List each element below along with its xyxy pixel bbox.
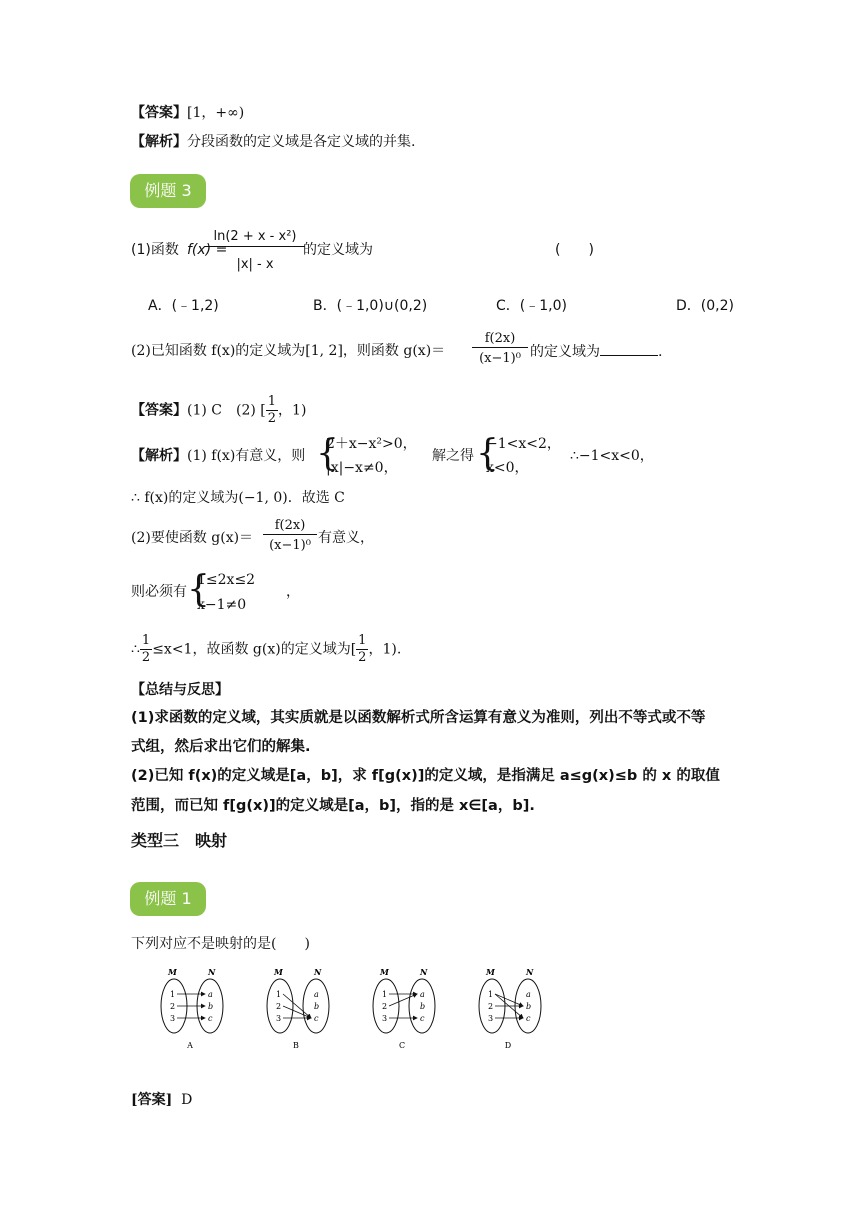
diagram-caption: C: [398, 1041, 406, 1050]
fraction-num: 1: [267, 394, 277, 409]
answer-part-1: (1) C (2) [: [187, 402, 266, 419]
answer-parenthesis: ( ): [555, 242, 594, 258]
analysis-2-start: [131, 446, 305, 466]
mapping-arrow: [389, 994, 417, 1006]
answer-fraction: [266, 394, 278, 427]
answer-line-3: [131, 1090, 192, 1110]
set-m-label: M: [274, 967, 283, 977]
summary-title: 【总结与反思】: [131, 682, 229, 698]
analysis-line-1: [131, 132, 415, 152]
set-m-label: M: [168, 967, 177, 977]
set-m-element: 1: [382, 990, 388, 999]
therefore-text: ∴−1<x<0，: [570, 448, 654, 464]
set-n-label: N: [208, 967, 216, 977]
set-m-element: 1: [170, 990, 176, 999]
question-1-numerator: ln(2 + x - x²): [205, 228, 305, 247]
analysis-2-line-5: [131, 633, 401, 666]
answer-line-2: [131, 394, 306, 427]
set-n-element: c: [314, 1014, 319, 1023]
example-badge-3: 例题 3: [130, 174, 206, 208]
question-2-suffix-text: 的定义域为: [530, 344, 600, 360]
mapping-diagrams: [150, 960, 570, 1055]
set-m-element: 3: [170, 1014, 176, 1023]
question-3: 下列对应不是映射的是( ): [131, 936, 310, 952]
analysis-2-line-2: ∴ f(x)的定义域为(−1, 0)．故选 C: [131, 490, 345, 506]
set-n-element: a: [526, 990, 531, 999]
set-n-element: b: [420, 1002, 426, 1011]
analysis-2-text: (1) f(x)有意义，则: [187, 448, 306, 464]
brace-2: {: [476, 433, 499, 474]
fraction-den: 2: [141, 650, 151, 665]
answer-line-1: [131, 103, 244, 123]
summary-p2-line-2: 范围，而已知 f[g(x)]的定义域是[a，b]，指的是 x∈[a，b].: [131, 798, 535, 814]
answer-label: [答案]: [131, 1092, 173, 1108]
option-a: A．(﹣1,2): [148, 298, 219, 314]
summary-p1-line-2: 式组，然后求出它们的解集.: [131, 739, 311, 755]
set-m-element: 3: [276, 1014, 282, 1023]
answer-part-2: ，1): [278, 402, 307, 419]
brace-1: {: [316, 433, 339, 474]
option-d: D．(0,2): [676, 298, 734, 314]
question-1-suffix: 的定义域为: [303, 242, 373, 258]
question-1-prefix: (1)函数: [131, 242, 179, 258]
set-m-element: 2: [488, 1002, 494, 1011]
question-2-prefix: (2)已知函数 f(x)的定义域为[1, 2]，则函数 g(x)＝: [131, 343, 446, 359]
analysis-2-line-4: 则必须有: [131, 584, 187, 600]
mapping-arrow: [283, 994, 311, 1018]
diagram-caption: B: [293, 1041, 299, 1050]
fraction-num: 1: [358, 633, 367, 648]
mapping-arrow: [495, 994, 523, 1006]
answer-value: [1，+∞): [187, 105, 245, 121]
diagram-caption: A: [187, 1041, 193, 1050]
answer-value: D: [181, 1092, 193, 1108]
question-1-denominator: |x| - x: [236, 257, 274, 272]
line-3-denominator: (x−1)⁰: [269, 538, 311, 553]
set-n-element: a: [420, 990, 425, 999]
diagram-caption: D: [504, 1041, 512, 1050]
set-n-element: b: [314, 1002, 320, 1011]
set-m-element: 2: [170, 1002, 176, 1011]
system-1-row-2: |x|−x≠0，: [326, 460, 398, 476]
analysis-label: 【解析】: [131, 448, 187, 464]
option-b: B．(﹣1,0)∪(0,2): [313, 298, 428, 314]
question-2-end: .: [658, 344, 663, 360]
line-3-numerator: f(2x): [263, 517, 317, 535]
fraction-num: 1: [141, 633, 151, 648]
set-n-element: c: [420, 1014, 425, 1023]
mapping-diagram-d: [479, 967, 541, 1050]
mapping-arrow: [283, 1006, 311, 1018]
set-n-element: b: [208, 1002, 214, 1011]
analysis-2-line-3: (2)要使函数 g(x)＝: [131, 530, 254, 546]
set-n-label: N: [420, 967, 428, 977]
question-2-numerator: f(2x): [472, 330, 528, 348]
set-m-label: M: [380, 967, 389, 977]
fraction-den: 2: [358, 650, 367, 665]
mapping-diagram-c: [373, 967, 435, 1050]
line-5-fraction-1: [140, 633, 152, 666]
fraction-den: 2: [267, 411, 277, 426]
line-4-suffix: ，: [286, 584, 300, 600]
system-3-row-2: x−1≠0: [197, 597, 247, 613]
set-m-element: 3: [382, 1014, 388, 1023]
system-1-row-1: 2＋x−x²>0，: [326, 436, 417, 452]
answer-label: 【答案】: [131, 105, 187, 121]
answer-label: 【答案】: [131, 402, 187, 419]
set-n-label: N: [526, 967, 534, 977]
answer-blank: [600, 341, 658, 356]
system-2-row-2: x<0，: [486, 460, 529, 476]
system-3-row-1: 1≤2x≤2: [197, 572, 256, 588]
example-badge-1: 例题 1: [130, 882, 206, 916]
set-n-element: b: [526, 1002, 532, 1011]
analysis-text: 分段函数的定义域是各定义域的并集.: [187, 134, 416, 150]
line-5-end: ，1).: [368, 641, 402, 658]
fx-symbol: f(x) =: [187, 242, 228, 258]
question-2-suffix: [530, 341, 662, 362]
set-m-element: 2: [382, 1002, 388, 1011]
summary-p2-line-1: (2)已知 f(x)的定义域是[a，b]，求 f[g(x)]的定义域，是指满足 a≤g(x)≤b 的 x 的取值: [131, 768, 720, 784]
set-n-element: c: [526, 1014, 531, 1023]
brace-3: {: [187, 569, 210, 610]
set-n-element: a: [208, 990, 213, 999]
therefore-symbol: ∴: [131, 641, 140, 658]
line-5-text: ≤x<1，故函数 g(x)的定义域为[: [152, 641, 357, 658]
question-2-denominator: (x−1)⁰: [479, 351, 521, 366]
set-m-element: 1: [276, 990, 282, 999]
set-m-element: 1: [488, 990, 494, 999]
option-c: C．(﹣1,0): [496, 298, 567, 314]
set-n-element: c: [208, 1014, 213, 1023]
section-title: 类型三 映射: [131, 831, 228, 850]
set-m-label: M: [486, 967, 495, 977]
set-m-element: 2: [276, 1002, 282, 1011]
system-2-row-1: −1<x<2，: [486, 436, 561, 452]
mapping-diagram-b: [267, 967, 329, 1050]
set-n-element: a: [314, 990, 319, 999]
summary-p1-line-1: (1)求函数的定义域，其实质就是以函数解析式所含运算有意义为准则，列出不等式或不等: [131, 710, 706, 726]
set-n-label: N: [314, 967, 322, 977]
solve-text: 解之得: [432, 448, 474, 464]
analysis-label: 【解析】: [131, 134, 187, 150]
line-5-fraction-2: [356, 633, 368, 666]
set-m-element: 3: [488, 1014, 494, 1023]
line-3-suffix: 有意义，: [318, 530, 374, 546]
mapping-diagram-a: [161, 967, 223, 1050]
